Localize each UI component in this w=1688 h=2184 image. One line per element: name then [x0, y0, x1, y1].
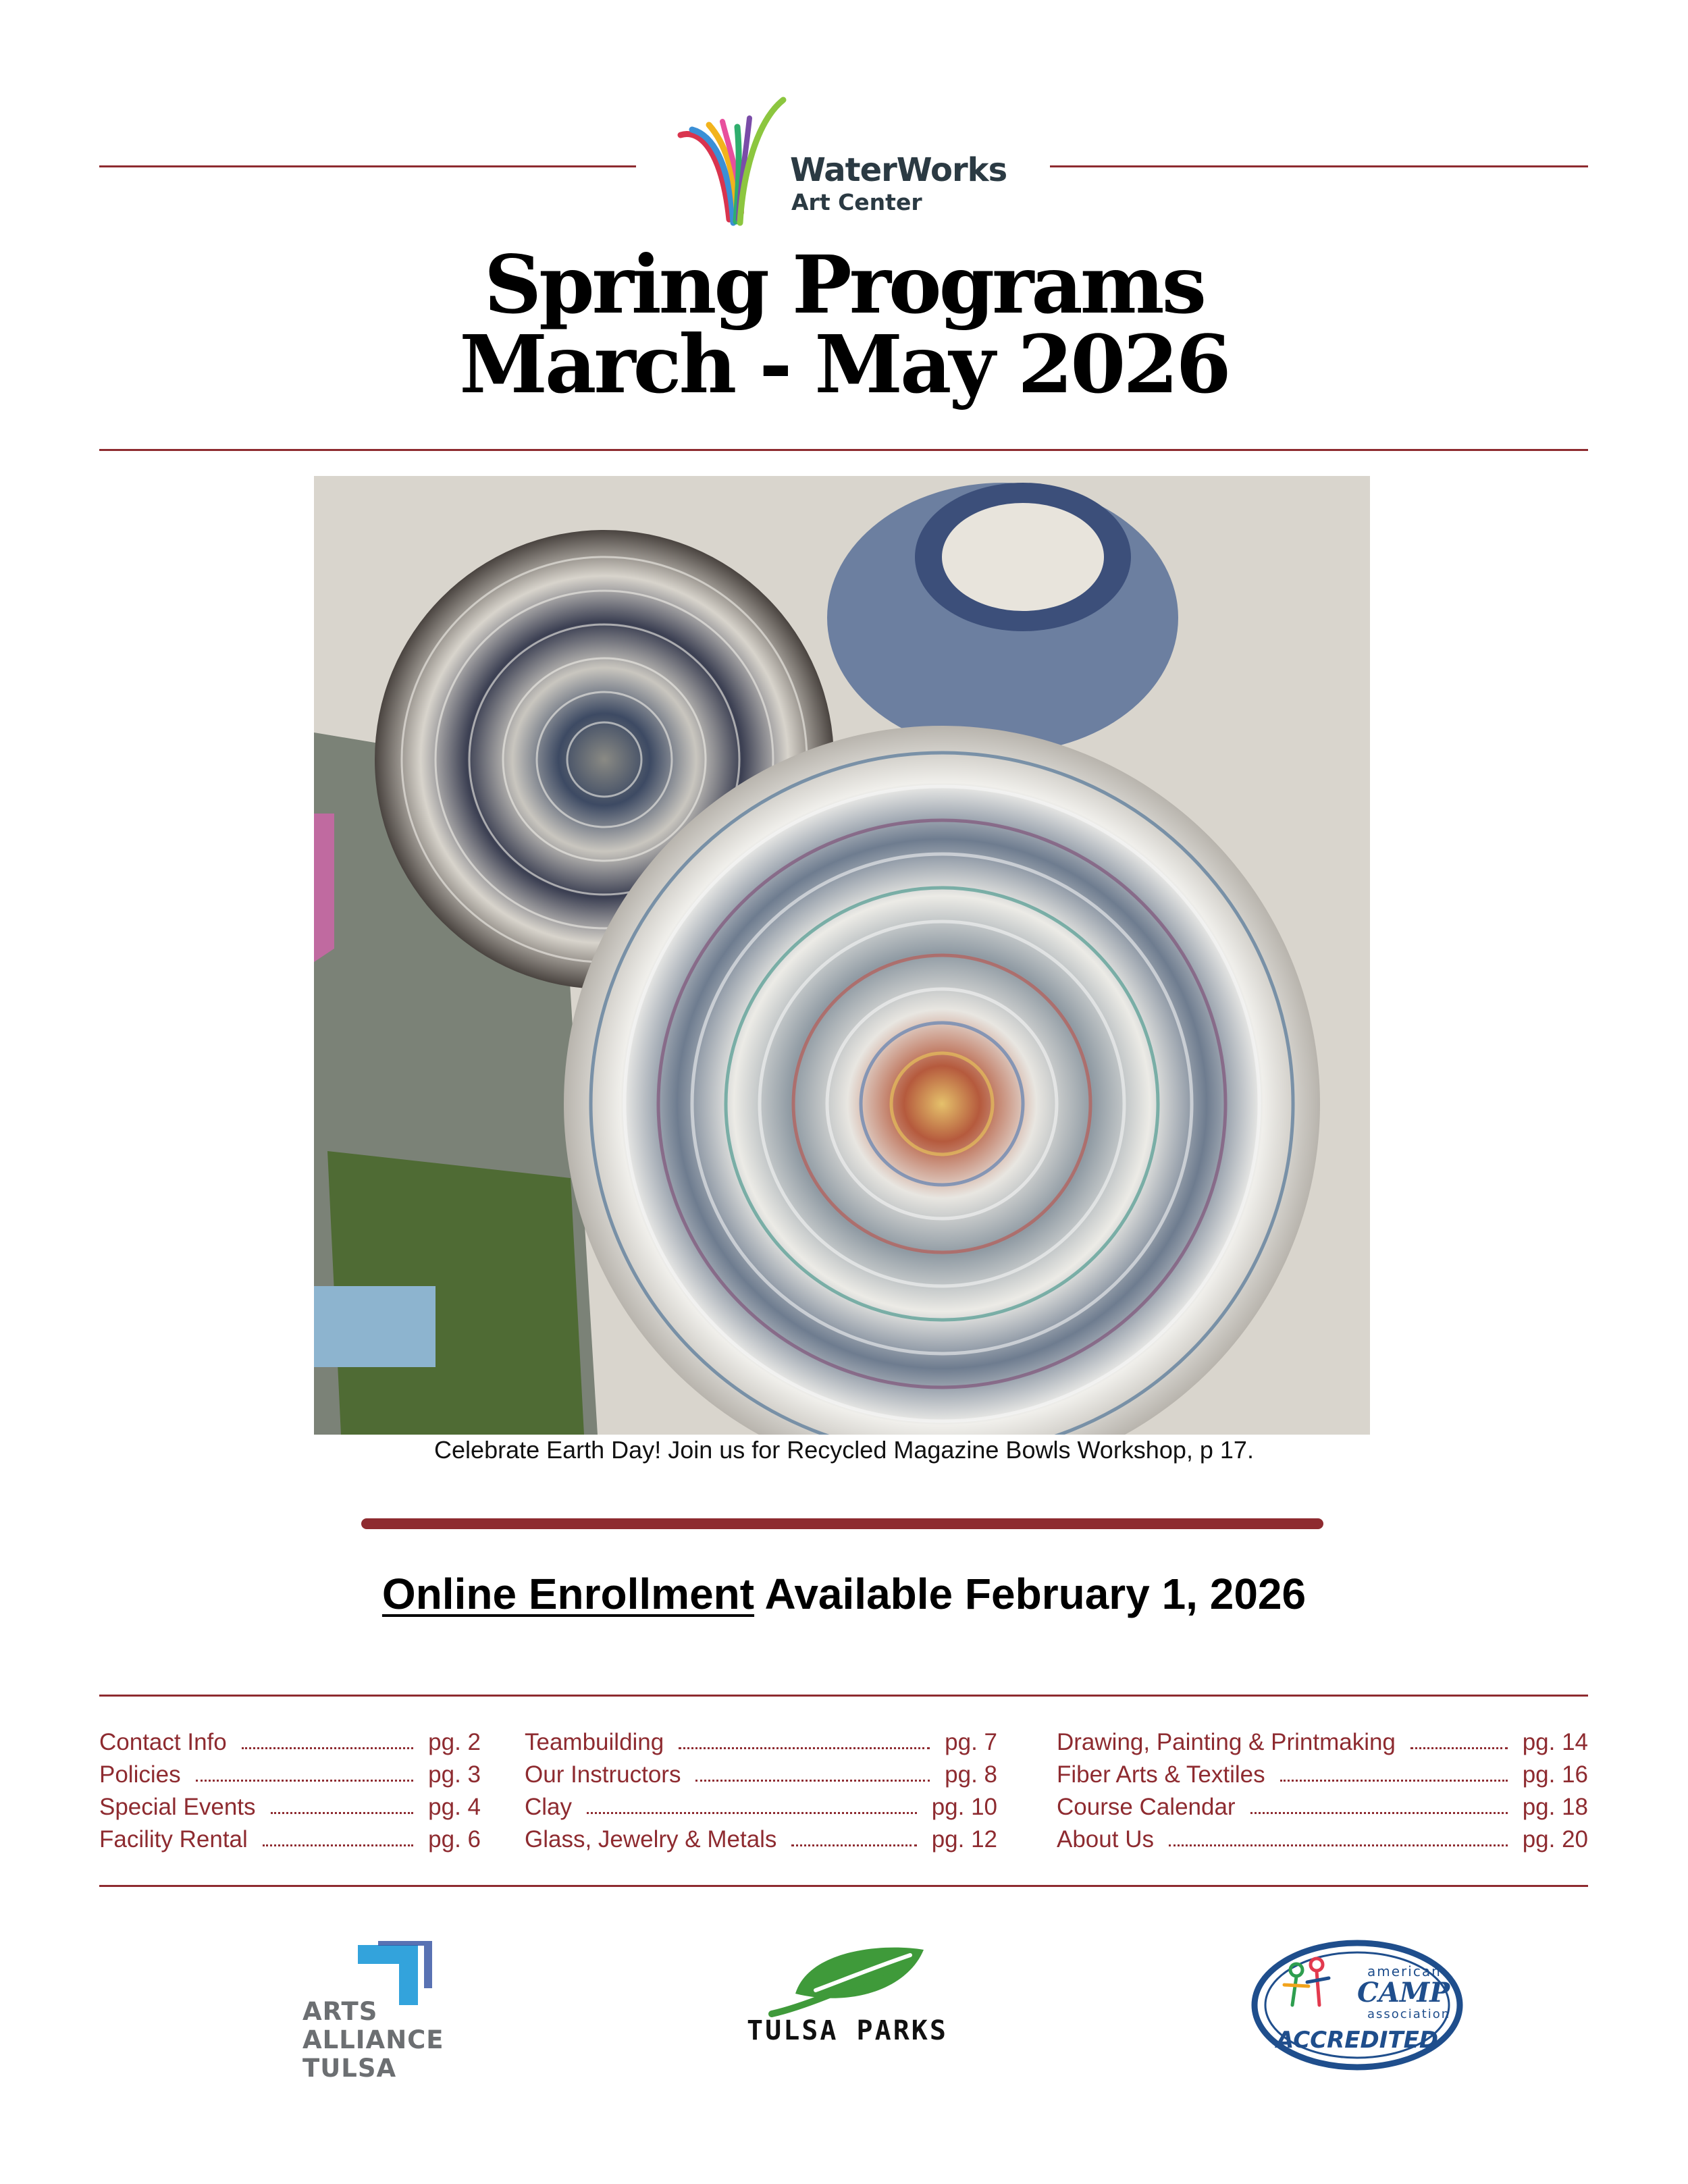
leaf-icon	[768, 1943, 930, 2017]
contents-top-rule	[99, 1695, 1588, 1697]
toc-leader	[679, 1747, 930, 1749]
toc-page: pg. 16	[1522, 1761, 1588, 1788]
enrollment-banner	[0, 1569, 1688, 1619]
toc-label: Policies	[99, 1761, 181, 1788]
arts-alliance-line1: ARTS	[302, 1997, 378, 2026]
toc-special-events[interactable]	[99, 1790, 481, 1821]
waterworks-logo-mark	[675, 95, 790, 236]
toc-page: pg. 7	[945, 1729, 997, 1755]
enrollment-date-text: Available February 1, 2026	[764, 1570, 1307, 1618]
toc-contact-info[interactable]	[99, 1725, 481, 1756]
toc-leader	[1250, 1812, 1508, 1814]
toc-page: pg. 20	[1522, 1826, 1588, 1853]
waterworks-logo[interactable]	[675, 95, 1026, 236]
aca-word-camp: CAMP	[1357, 1977, 1450, 2008]
toc-our-instructors[interactable]	[525, 1757, 997, 1788]
toc-page: pg. 18	[1522, 1794, 1588, 1820]
toc-teambuilding[interactable]	[525, 1725, 997, 1756]
toc-drawing-painting-printmaking[interactable]	[1057, 1725, 1588, 1756]
toc-label: Facility Rental	[99, 1826, 248, 1853]
aca-word-american: american	[1367, 1963, 1442, 1979]
magazine-bowls-photo	[314, 476, 1370, 1435]
toc-label: Our Instructors	[525, 1761, 681, 1788]
toc-glass-jewelry-metals[interactable]	[525, 1822, 997, 1853]
toc-page: pg. 3	[428, 1761, 481, 1788]
toc-leader	[695, 1780, 930, 1782]
toc-leader	[271, 1812, 414, 1814]
toc-label: About Us	[1057, 1826, 1154, 1853]
toc-course-calendar[interactable]	[1057, 1790, 1588, 1821]
toc-page: pg. 6	[428, 1826, 481, 1853]
header-rule-left	[99, 165, 636, 167]
toc-leader	[263, 1844, 413, 1846]
aca-accredited-logo[interactable]	[1249, 1938, 1465, 2073]
page-subtitle-dates: March - May 2026	[459, 317, 1229, 411]
toc-label: Special Events	[99, 1794, 256, 1820]
toc-leader	[1169, 1844, 1508, 1846]
toc-leader	[242, 1747, 413, 1749]
header-rule-right	[1050, 165, 1588, 167]
toc-label: Fiber Arts & Textiles	[1057, 1761, 1265, 1788]
title-rule	[99, 449, 1588, 451]
toc-clay[interactable]	[525, 1790, 997, 1821]
toc-page: pg. 10	[931, 1794, 997, 1820]
logo-name: WaterWorks	[790, 151, 1007, 189]
toc-label: Teambuilding	[525, 1729, 664, 1755]
toc-leader	[196, 1780, 414, 1782]
toc-about-us[interactable]	[1057, 1822, 1588, 1853]
online-enrollment-link[interactable]: Online Enrollment	[381, 1570, 755, 1618]
toc-page: pg. 14	[1522, 1729, 1588, 1755]
arts-alliance-line3: TULSA	[302, 2054, 397, 2083]
toc-page: pg. 4	[428, 1794, 481, 1820]
page-title: Spring Programs	[483, 238, 1205, 331]
toc-policies[interactable]	[99, 1757, 481, 1788]
section-divider-bar	[361, 1518, 1323, 1529]
toc-leader	[587, 1812, 917, 1814]
toc-label: Contact Info	[99, 1729, 227, 1755]
toc-page: pg. 12	[931, 1826, 997, 1853]
logo-subtitle: Art Center	[791, 189, 922, 215]
photo-caption: Celebrate Earth Day! Join us for Recycled Magazine Bowls Workshop, p 17.	[434, 1436, 1254, 1464]
arts-alliance-line2: ALLIANCE	[302, 2025, 444, 2054]
toc-facility-rental[interactable]	[99, 1822, 481, 1853]
toc-label: Clay	[525, 1794, 573, 1820]
toc-page: pg. 8	[945, 1761, 997, 1788]
toc-label: Drawing, Painting & Printmaking	[1057, 1729, 1396, 1755]
aca-word-association: association	[1367, 2007, 1451, 2021]
aca-accredited-text: ACCREDITED	[1275, 2027, 1439, 2054]
toc-leader	[1410, 1747, 1508, 1749]
toc-page: pg. 2	[428, 1729, 481, 1755]
toc-leader	[1280, 1780, 1508, 1782]
tulsa-parks-text: TULSA PARKS	[747, 2015, 948, 2046]
toc-leader	[791, 1844, 916, 1846]
contents-bottom-rule	[99, 1885, 1588, 1887]
toc-fiber-arts-textiles[interactable]	[1057, 1757, 1588, 1788]
toc-label: Glass, Jewelry & Metals	[525, 1826, 777, 1853]
toc-label: Course Calendar	[1057, 1794, 1236, 1820]
